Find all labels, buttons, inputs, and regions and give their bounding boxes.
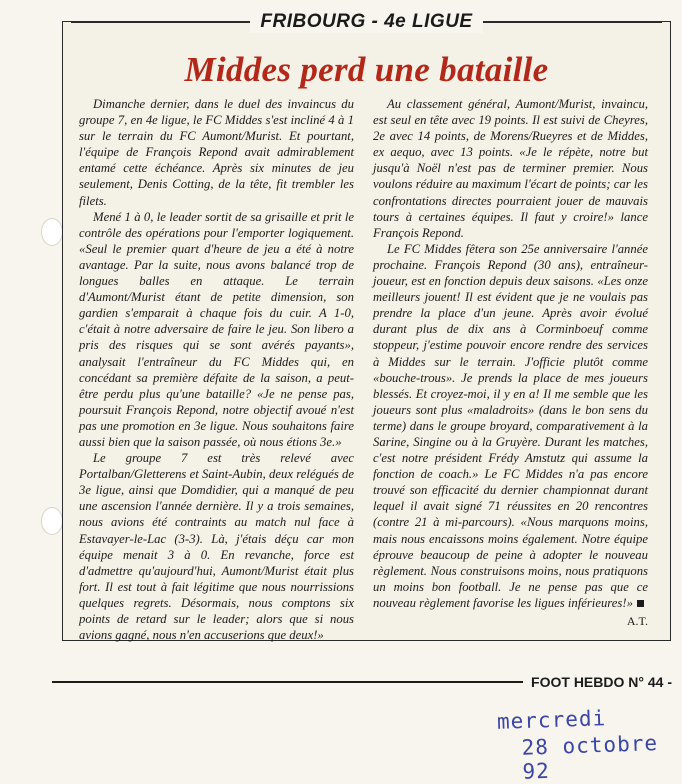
binder-hole-top [41, 218, 63, 246]
page-footer [52, 672, 672, 692]
paragraph: Au classement général, Aumont/Murist, invaincu, est seul en tête avec 19 points. Il est suivi de Cheyres, 2e avec 14 points, de Morens/Rueyres et de Middes, ex aequo, avec 13 points. «Je le répète, notre but jusqu'à Noël n'est pas de terminer premier. Nous voulons réduire au maximum l'écart de points; car les confrontations directes pourraient jouer de mauvais tours à certaines équipes. Il faut y croire!» lance François Repond. [373, 97, 648, 240]
paragraph: Mené 1 à 0, le leader sortit de sa grisaille et prit le contrôle des opérations pour l'emporter logiquement. «Seul le premier quart d'heure de jeu a été à notre avantage. Par la suite, nous avons balancé trop de longues balles en attaque. Le terrain d'Aumont/Murist étant de petite dimension, son gardien s'emparait à chaque fois du cuir. A 1-0, c'était à notre adversaire de faire le jeu. Son libero a pris des risques qui se sont avérés payants», analysait l'entraîneur du FC Middes qui, en concédant sa première défaite de la saison, a peut-être perdu plus qu'une bataille? «Je ne pense pas, poursuit François Repond, notre objectif avoué n'est pas une promotion en 3e ligue. Nous souhaitons faire aussi bien que la saison passée, où nous étions 3e.» [79, 209, 354, 449]
section-label: FRIBOURG - 4e LIGUE [250, 11, 482, 33]
handwritten-date: 28 octobre 92 [521, 731, 659, 784]
section-header [71, 13, 662, 31]
paragraph: Le groupe 7 est très relevé avec Portalban/Gletterens et Saint-Aubin, deux relégués de 3e ligue, ainsi que Domdidier, qui a manqué de peu une ascension l'année dernière. Il y a trois semaines, nous avions été contraints au match nul face à Estavayer-le-Lac (3-3). Là, j'étais déçu car mon équipe menait 3 à 0. En revanche, force est d'admettre qu'aujourd'hui, Aumont/Murist était plus fort. Il est tout à fait légitime que nous nourrissions quelques regrets. Désormais, nous comptons six points de retard sur le leader; alors que si nous avions gagné, nous n'en accuserions que deux!» [79, 451, 354, 643]
header-rule-left [71, 22, 250, 23]
paragraph [373, 241, 648, 611]
article-column-left [79, 96, 354, 643]
footer-rule [52, 681, 523, 683]
end-of-article-mark [637, 600, 644, 607]
author-signature: A.T. [626, 614, 648, 628]
publication-label: FOOT HEBDO N° 44 - [531, 674, 672, 690]
paragraph: Dimanche dernier, dans le duel des invaincus du groupe 7, en 4e ligue, le FC Middes s'est incliné 4 à 1 sur le terrain du FC Aumont/Murist. Et pourtant, l'équipe de François Repond avait admirablement entamé cette échéance. Après six minutes de jeu seulement, Denis Cotting, de la tête, fit trembler les filets. [79, 97, 354, 208]
article-column-right [373, 96, 648, 629]
handwritten-weekday: mercredi [496, 706, 607, 734]
paragraph-text: Le FC Middes fêtera son 25e anniversaire l'année prochaine. François Repond (30 ans), entraîneur-joueur, est en fonction depuis deux saisons. «Les onze meilleurs jouent! Il est évident que je ne voulais pas prendre la place d'un jeune. Après avoir évolué durant plus de dix ans à Corminboeuf comme stoppeur, j'estime pouvoir encore rendre des services à Middes sur le terrain. J'officie plutôt comme «bouche-trous». Je prends la place de mes joueurs blessés. Et croyez-moi, il y en a! Il me semble que les joueurs sont plus «maladroits» (dans le bon sens du terme) dans le groupe broyard, comparativement à la Sarine, Singine ou à la Gruyère. Durant les matches, c'est notre président Frédy Amstutz qui assume la fonction de coach.» Le FC Middes n'a pas encore trouvé son efficacité du dernier championnat durant lequel il avait signé 71 réussites en 20 rencontres (contre 21 à mi-parcours). «Nous marquons moins, mais nous encaissons moins également. Notre équipe éprouve beaucoup de peine à adopter le nouveau règlement. Nous construisons moins, nous pratiquons un moins bon football. Je ne pense pas que ce nouveau règlement favorise les ligues inférieures!» [373, 241, 648, 610]
headline: Middes perd une bataille [184, 50, 549, 89]
newspaper-clipping [62, 11, 671, 643]
header-rule-right [483, 22, 662, 23]
binder-hole-bottom [41, 507, 63, 535]
